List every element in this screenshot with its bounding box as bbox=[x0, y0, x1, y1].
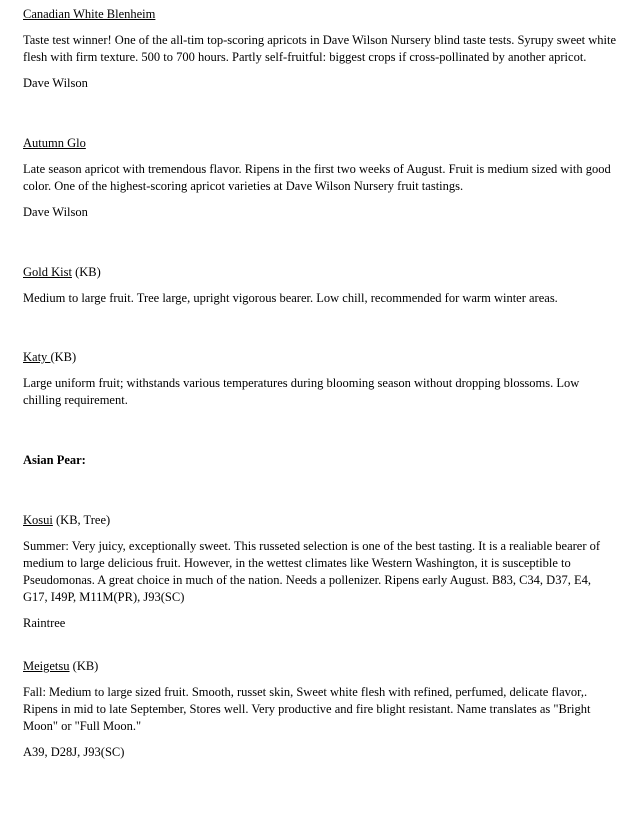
variety-tag: (KB) bbox=[71, 265, 101, 279]
entry-description: Medium to large fruit. Tree large, upright vigorous bearer. Low chill, recommended for warm winter areas. bbox=[23, 291, 558, 305]
entry-codes: A39, D28J, J93(SC) bbox=[23, 745, 125, 759]
entry-title bbox=[23, 349, 618, 366]
variety-name: Autumn Glo bbox=[23, 136, 86, 150]
entry-source: Dave Wilson bbox=[23, 205, 88, 219]
entry-description: Taste test winner! One of the all-tim top-scoring apricots in Dave Wilson Nursery blind taste tests. Syrupy sweet white flesh with firm texture. 500 to 700 hours. Partly self-fruitful: biggest crops if cross-pollinated by another apricot. bbox=[23, 33, 617, 64]
entry-title bbox=[23, 658, 618, 675]
entry-description: Large uniform fruit; withstands various temperatures during blooming season without dropping blossoms. Low chilling requirement. bbox=[23, 376, 580, 407]
entry-description: Late season apricot with tremendous flavor. Ripens in the first two weeks of August. Fruit is medium sized with good color. One of the highest-scoring apricot varieties at Dave Wilson Nursery fruit tastings. bbox=[23, 162, 611, 193]
entry-title bbox=[23, 512, 618, 529]
variety-name: Canadian White Blenheim bbox=[23, 7, 156, 21]
entry-source: Raintree bbox=[23, 616, 66, 630]
variety-name: Kosui bbox=[23, 513, 53, 527]
variety-tag: (KB) bbox=[50, 350, 77, 364]
variety-name: Gold Kist bbox=[23, 265, 72, 279]
document-page bbox=[23, 6, 618, 761]
entry-title bbox=[23, 135, 618, 152]
entry-title bbox=[23, 6, 618, 23]
variety-tag: (KB) bbox=[69, 659, 99, 673]
section-heading: Asian Pear: bbox=[23, 453, 86, 467]
entry-title bbox=[23, 264, 618, 281]
variety-name: Katy bbox=[23, 350, 51, 364]
entry-source: Dave Wilson bbox=[23, 76, 88, 90]
variety-name: Meigetsu bbox=[23, 659, 70, 673]
entry-description: Summer: Very juicy, exceptionally sweet. This russeted selection is one of the best tasting. It is a realiable bearer of medium to large delicious fruit. However, in the wettest climates like Western Washington, it is susceptible to Pseudomonas. A great choice in much of the nation. Needs a pollenizer. Ripens early August. B83, C34, D37, E4, G17, I49P, M11M(PR), J93(SC) bbox=[23, 539, 601, 604]
variety-tag: (KB, Tree) bbox=[52, 513, 111, 527]
entry-description: Fall: Medium to large sized fruit. Smooth, russet skin, Sweet white flesh with refined, perfumed, delicate flavor,. Ripens in mid to late September, Stores well. Very productive and fire blight resistant. Name translates as "Bright Moon" or "Full Moon." bbox=[23, 685, 591, 733]
